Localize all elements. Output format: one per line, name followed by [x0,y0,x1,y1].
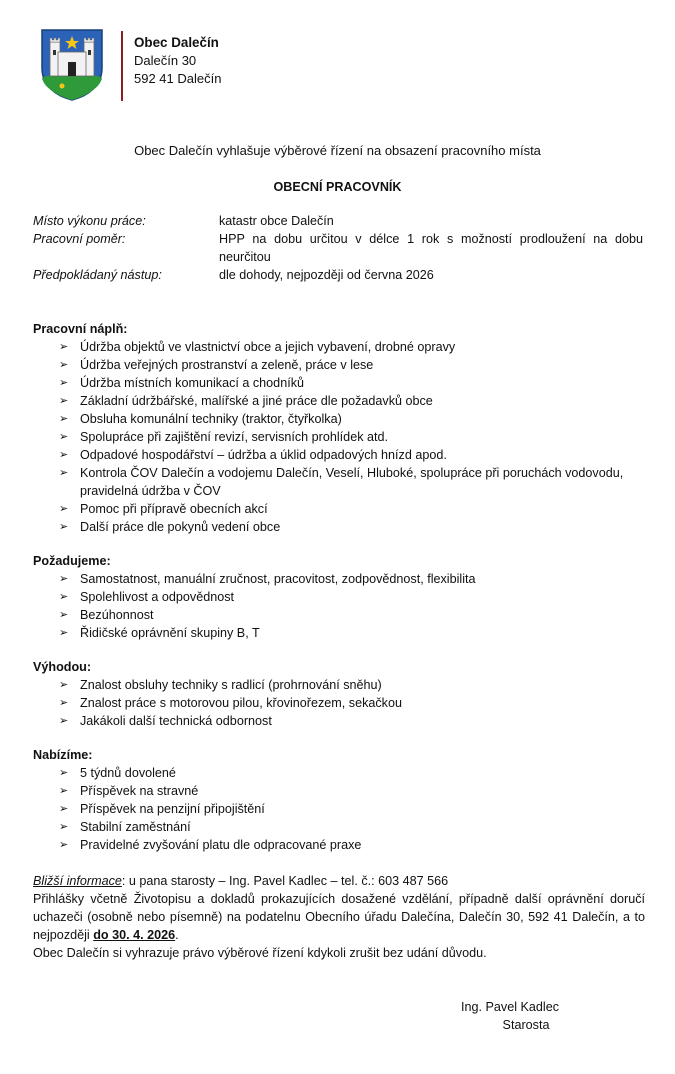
list-item: ➢ Údržba veřejných prostranství a zeleně, práce v lese [59,358,374,372]
list-item: ➢ Pravidelné zvyšování platu dle odpracované praxe [59,838,362,852]
advantages-section [33,658,643,730]
arrow-bullet-icon: ➢ [59,377,69,389]
arrow-bullet-icon: ➢ [59,591,69,603]
reservation-note: Obec Dalečín si vyhrazuje právo výběrové řízení kdykoli zrušit bez udání důvodu. [33,946,487,960]
position-details [33,212,643,284]
detail-label: Pracovní poměr: [33,232,126,246]
signatory-role: Starosta [502,1018,550,1032]
detail-row [33,230,643,266]
position-title: OBECNÍ PRACOVNÍK [273,180,402,194]
arrow-bullet-icon: ➢ [59,803,69,815]
list-item: ➢ Bezúhonnost [59,608,154,622]
arrow-bullet-icon: ➢ [59,627,69,639]
list-item: ➢ Odpadové hospodářství – údržba a úklid odpadových hnízd apod. [59,448,447,462]
arrow-bullet-icon: ➢ [59,449,69,461]
list-item: ➢ Spolehlivost a odpovědnost [59,590,235,604]
section-heading: Požadujeme: [33,554,111,568]
detail-label: Místo výkonu práce: [33,214,146,228]
list-item: ➢ Spolupráce při zajištění revizí, servisních prohlídek atd. [59,430,388,444]
arrow-bullet-icon: ➢ [59,821,69,833]
arrow-bullet-icon: ➢ [59,503,69,515]
offer-list [33,764,643,854]
arrow-bullet-icon: ➢ [59,395,69,407]
arrow-bullet-icon: ➢ [59,341,69,353]
list-item: ➢ Pomoc při přípravě obecních akcí [59,502,268,516]
list-item: ➢ Samostatnost, manuální zručnost, pracovitost, zodpovědnost, flexibilita [59,572,476,586]
arrow-bullet-icon: ➢ [59,697,69,709]
section-heading: Nabízíme: [33,748,93,762]
arrow-bullet-icon: ➢ [59,359,69,371]
list-item: ➢ Další práce dle pokynů vedení obce [59,520,281,534]
deadline: do 30. 4. 2026 [93,928,176,942]
list-item: ➢ Základní údržbářské, malířské a jiné práce dle požadavků obce [59,394,433,408]
header-divider [121,31,123,101]
requirements-section [33,552,643,642]
arrow-bullet-icon: ➢ [59,609,69,621]
detail-value: katastr obce Dalečín [219,214,334,228]
address-city: 592 41 Dalečín [134,71,222,86]
list-item: ➢ Znalost obsluhy techniky s radlicí (prohrnování sněhu) [59,678,382,692]
contact-info [33,872,645,962]
arrow-bullet-icon: ➢ [59,767,69,779]
arrow-bullet-icon: ➢ [59,431,69,443]
list-item: ➢ Obsluha komunální techniky (traktor, čtyřkolka) [59,412,342,426]
list-item: ➢ Příspěvek na penzijní připojištění [59,802,265,816]
section-heading: Pracovní náplň: [33,322,128,336]
info-label: Bližší informace [33,874,122,888]
municipality-name: Obec Dalečín [134,35,219,50]
announcement: Obec Dalečín vyhlašuje výběrové řízení na obsazení pracovního místa [134,143,541,158]
detail-label: Předpokládaný nástup: [33,268,162,282]
list-item: ➢ Údržba objektů ve vlastnictví obce a jejich vybavení, drobné opravy [59,340,456,354]
signatory-name: Ing. Pavel Kadlec [460,1000,559,1014]
arrow-bullet-icon: ➢ [59,573,69,585]
letterhead [40,28,640,108]
coat-of-arms-icon [40,28,104,102]
info-text: : u pana starosty – Ing. Pavel Kadlec – tel. č.: 603 487 566 [121,874,449,888]
arrow-bullet-icon: ➢ [59,413,69,425]
arrow-bullet-icon: ➢ [59,679,69,691]
list-item: ➢ Znalost práce s motorovou pilou, křovinořezem, sekačkou [59,696,402,710]
signature-block [430,998,590,1034]
offer-section [33,746,643,854]
arrow-bullet-icon: ➢ [59,467,69,479]
duties-section [33,320,643,536]
municipality-address [134,34,221,88]
address-street: Dalečín 30 [134,53,197,68]
list-item: ➢ Jakákoli další technická odbornost [59,714,272,728]
advantages-list [33,676,643,730]
arrow-bullet-icon: ➢ [59,521,69,533]
list-item: ➢ Řidičské oprávnění skupiny B, T [59,626,260,640]
arrow-bullet-icon: ➢ [59,785,69,797]
duties-list [33,338,643,536]
section-heading: Výhodou: [33,660,92,674]
arrow-bullet-icon: ➢ [59,839,69,851]
list-item: ➢ Příspěvek na stravné [59,784,199,798]
list-item: ➢ Kontrola ČOV Dalečín a vodojemu Dalečín, Veselí, Hluboké, spolupráce při poruchách vodovodu, pravidelná údržba v ČOV [59,466,624,498]
list-item: ➢ Stabilní zaměstnání [59,820,191,834]
detail-value: dle dohody, nejpozději od června 2026 [219,268,434,282]
info-line [33,872,645,890]
detail-row [33,266,643,284]
applications-paragraph: Přihlášky včetně Životopisu a dokladů prokazujících dosažené vzdělání, případně další oprávnění doručí uchazeči (osobně nebo písemně) na podatelnu Obecního úřadu Dalečína, Dalečín 30, 592 41 Dalečín, a to nejpozději do 30. 4. 2026. [33,892,645,942]
list-item: ➢ 5 týdnů dovolené [59,766,176,780]
list-item: ➢ Údržba místních komunikací a chodníků [59,376,304,390]
detail-value: HPP na dobu určitou v délce 1 rok s možností prodloužení na dobu neurčitou [219,232,643,264]
requirements-list [33,570,643,642]
arrow-bullet-icon: ➢ [59,715,69,727]
detail-row [33,212,643,230]
